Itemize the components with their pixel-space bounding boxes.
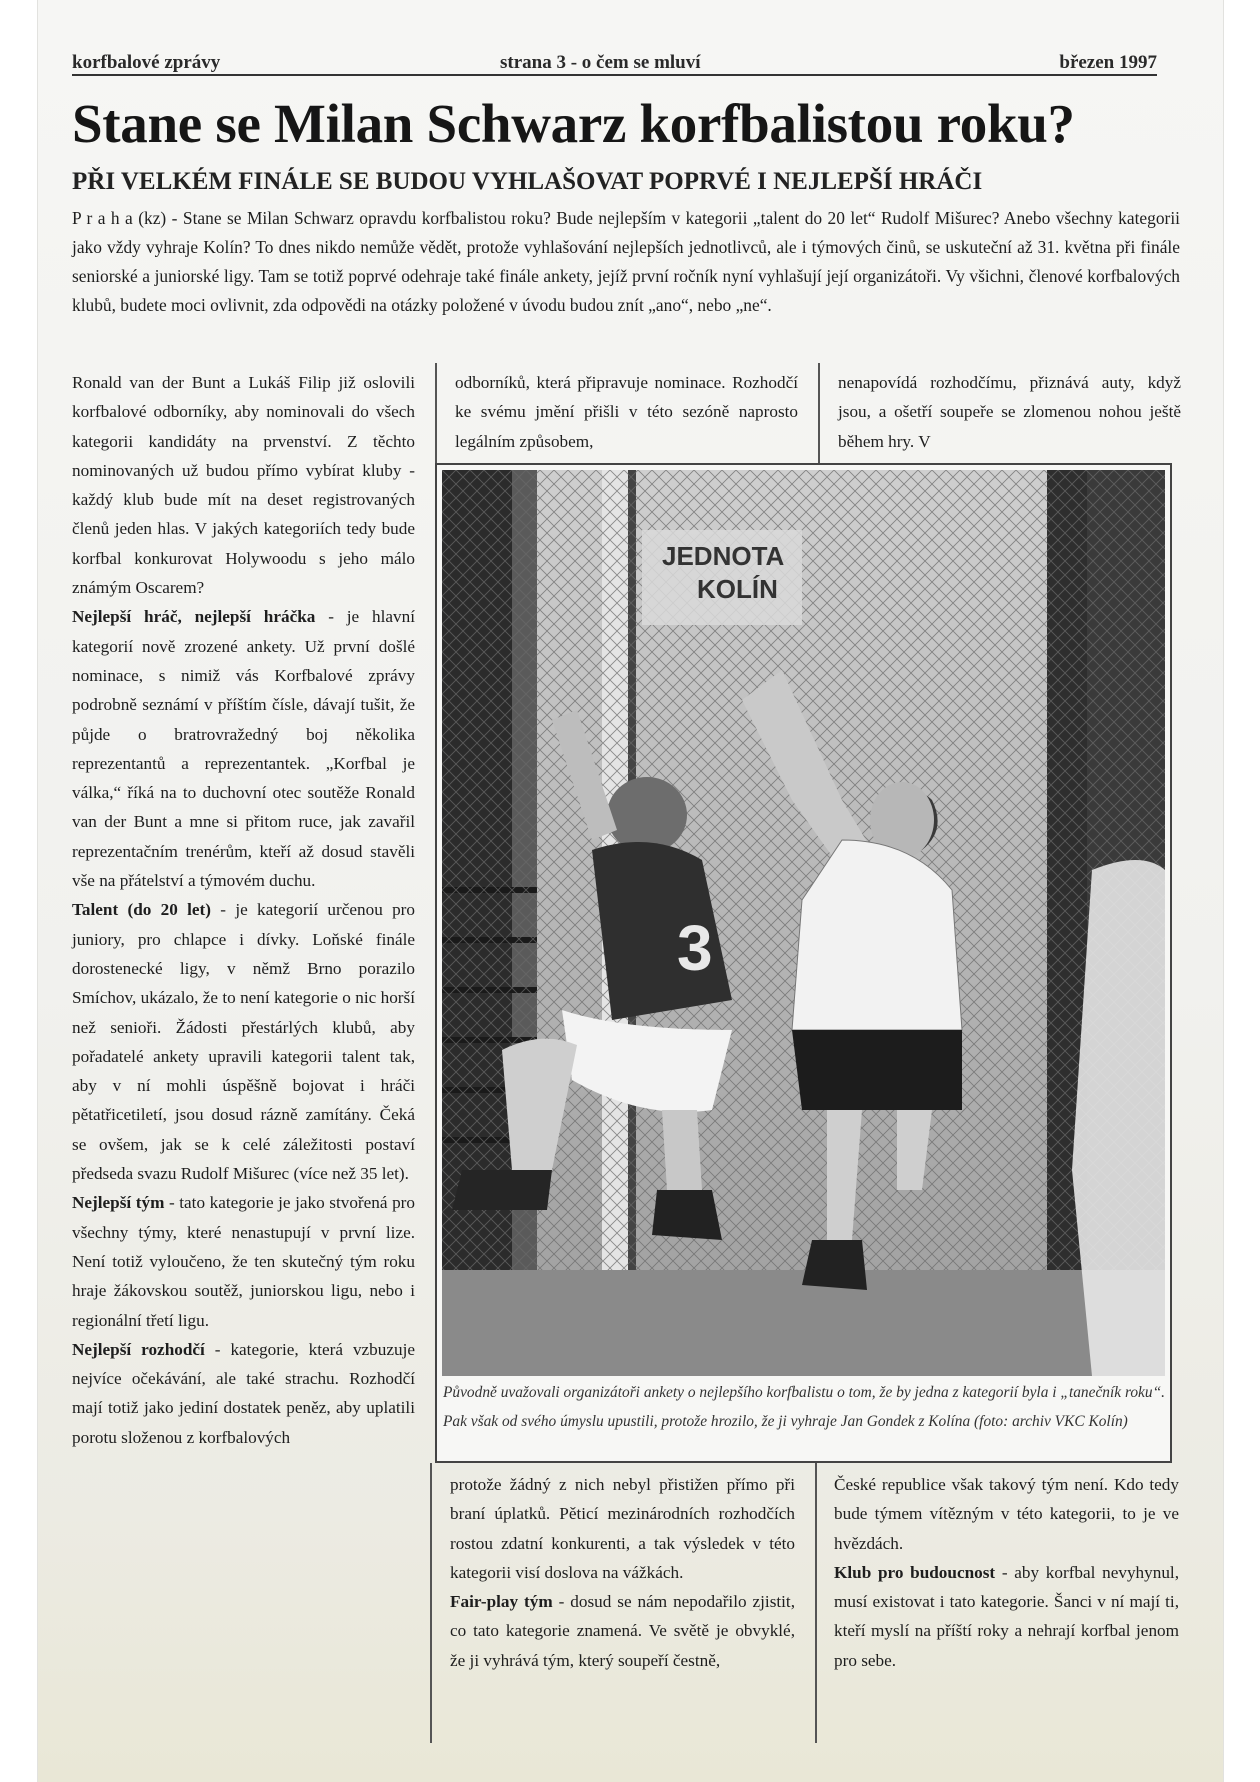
article-title: Stane se Milan Schwarz korfbalistou roku? — [72, 93, 1075, 154]
paragraph-body: - aby korfbal nevyhynul, musí existovat i tato kategorie. Šanci v ní mají ti, kteří myslí na příští roky a nehrají korfbal jenom pro sebe. — [834, 1562, 1179, 1670]
wall-sign-text: JEDNOTA — [662, 541, 785, 571]
publication-name: korfbalové zprávy — [72, 52, 221, 73]
column-3-top: nenapovídá rozhodčímu, přiznává auty, když jsou, a ošetří soupeře se zlomenou nohou ještě během hry. V — [838, 373, 1181, 451]
wall-sign-text: KOLÍN — [697, 574, 778, 604]
page-section: strana 3 - o čem se mluví — [500, 52, 701, 73]
paragraph: Ronald van der Bunt a Lukáš Filip již oslovili korfbalové odborníky, aby nominovali do všech kategorii kandidáty na prvenství. Z těchto nominovaných už budou přímo vybírat kluby - každý klub bude mít na deset registrovaných členů jeden hlas. V jakých kategoriích tedy bude korfbal konkurovat Holywoodu s jeho málo známým Oscarem? — [72, 373, 415, 598]
article-lead: P r a h a (kz) - Stane se Milan Schwarz opravdu korfbalistou roku? Bude nejlepším v kategorii „talent do 20 let“ Rudolf Mišurec? Anebo všechny kategorii jako vždy vyhraje Kolín? To dnes nikdo nemůže vědět, protože vyhlašování nejlepších jednotlivců, ale i týmových činů, se uskuteční až 31. května při finále seniorské a juniorské ligy. Tam se totiž poprvé odehraje také finále ankety, jejíž první ročník nyní vyhlašují její organizátoři. Vy všichni, členové korfbalových klubů, budete moci ovlivnit, zda odpovědi na otázky položené v úvodu budou znít „ano“, nebo „ne“. — [72, 208, 1180, 315]
category-heading: Nejlepší rozhodčí — [72, 1339, 205, 1359]
category-heading: Nejlepší hráč, nejlepší hráčka — [72, 607, 316, 627]
paragraph-body: - kategorie, která vzbuzuje nejvíce očekávání, ale také strachu. Rozhodčí mají totiž jako jediní dostatek peněz, aby uplatili porotu složenou z korfbalových — [72, 1339, 415, 1447]
page-header — [72, 48, 1157, 76]
paragraph — [72, 1335, 415, 1452]
paragraph: protože žádný z nich nebyl přistižen přímo při braní úplatků. Pěticí mezinárodních rozhodčích rostou zdatní konkurenti, a tak výsledek v této kategorii visí doslova na vážkách. — [450, 1475, 795, 1582]
column-2-bottom — [450, 1470, 795, 1675]
column-divider — [818, 363, 820, 463]
photo-figure — [435, 463, 1172, 1463]
paragraph — [834, 1558, 1179, 1675]
column-divider — [435, 363, 437, 463]
article-subtitle: PŘI VELKÉM FINÁLE SE BUDOU VYHLAŠOVAT POPRVÉ I NEJLEPŠÍ HRÁČI — [72, 168, 983, 195]
category-heading: Fair-play tým — [450, 1592, 553, 1612]
paragraph — [72, 602, 415, 895]
paragraph-body: - je hlavní kategorií nově zrozené ankety. Už první došlé nominace, s nimiž vás Korfbalové zprávy podrobně seznámí v příštím čísle, dávají tušit, že půjde o bratrovražedný boj několika reprezentantů a reprezentantek. „Korfbal je válka,“ říká na to duchovní otec soutěže Ronald van der Bunt a mne si přitom ruce, jak zavařil reprezentačním trenérům, kteří až dosud stavěli vše na přátelství a týmovém duchu. — [72, 607, 415, 891]
category-heading: Klub pro budoucnost — [834, 1562, 996, 1582]
paragraph-body: - tato kategorie je jako stvořená pro všechny týmy, které nenastupují v první lize. Není totiž vyloučeno, že ten skutečný tým roku hraje žákovskou soutěž, juniorskou ligu, nebo i regionální třetí ligu. — [72, 1193, 415, 1330]
paragraph-body: - je kategorií určenou pro juniory, pro chlapce i dívky. Loňské finále dorostenecké ligy, v němž Brno porazilo Smíchov, ukázalo, že to není kategorie o nic horší než senioři. Žádosti přestárlých klubů, aby pořadatelé ankety upravili kategorii talent tak, aby v ní mohli úspěšně bojovat i hráči pětatřicetiletí, jsou dosud rázně zamítány. Čeká se ovšem, jak se k celé záležitosti postaví předseda svazu Rudolf Mišurec (více než 35 let). — [72, 900, 415, 1184]
column-divider — [430, 1463, 432, 1743]
column-2-top: odborníků, která připravuje nominace. Rozhodčí ke svému jmění přišli v této sezóně naprosto legálním způsobem, — [455, 373, 798, 451]
issue-date: březen 1997 — [1059, 52, 1157, 73]
paragraph: České republice však takový tým není. Kdo tedy bude týmem vítězným v této kategorii, to je ve hvězdách. — [834, 1475, 1179, 1553]
column-1 — [72, 368, 415, 1452]
column-divider — [815, 1463, 817, 1743]
column-3-bottom — [834, 1470, 1179, 1675]
jersey-number: 3 — [677, 912, 713, 984]
paragraph — [450, 1587, 795, 1675]
paragraph — [72, 1188, 415, 1334]
paragraph — [72, 895, 415, 1188]
photo-caption: Původně uvažovali organizátoři ankety o nejlepšího korfbalistu o tom, že by jedna z kategorií byla i „tanečník roku“. Pak však od svého úmyslu upustili, protože hrozilo, že ji vyhraje Jan Gondek z Kolína (foto: archiv VKC Kolín) — [443, 1384, 1165, 1430]
category-heading: Nejlepší tým — [72, 1193, 165, 1213]
paragraph-body: - dosud se nám nepodařilo zjistit, co tato kategorie znamená. Ve světě je obvyklé, že ji vyhrává tým, který soupeří čestně, — [450, 1592, 795, 1670]
korfball-photo — [442, 470, 1165, 1376]
category-heading: Talent (do 20 let) — [72, 900, 211, 920]
